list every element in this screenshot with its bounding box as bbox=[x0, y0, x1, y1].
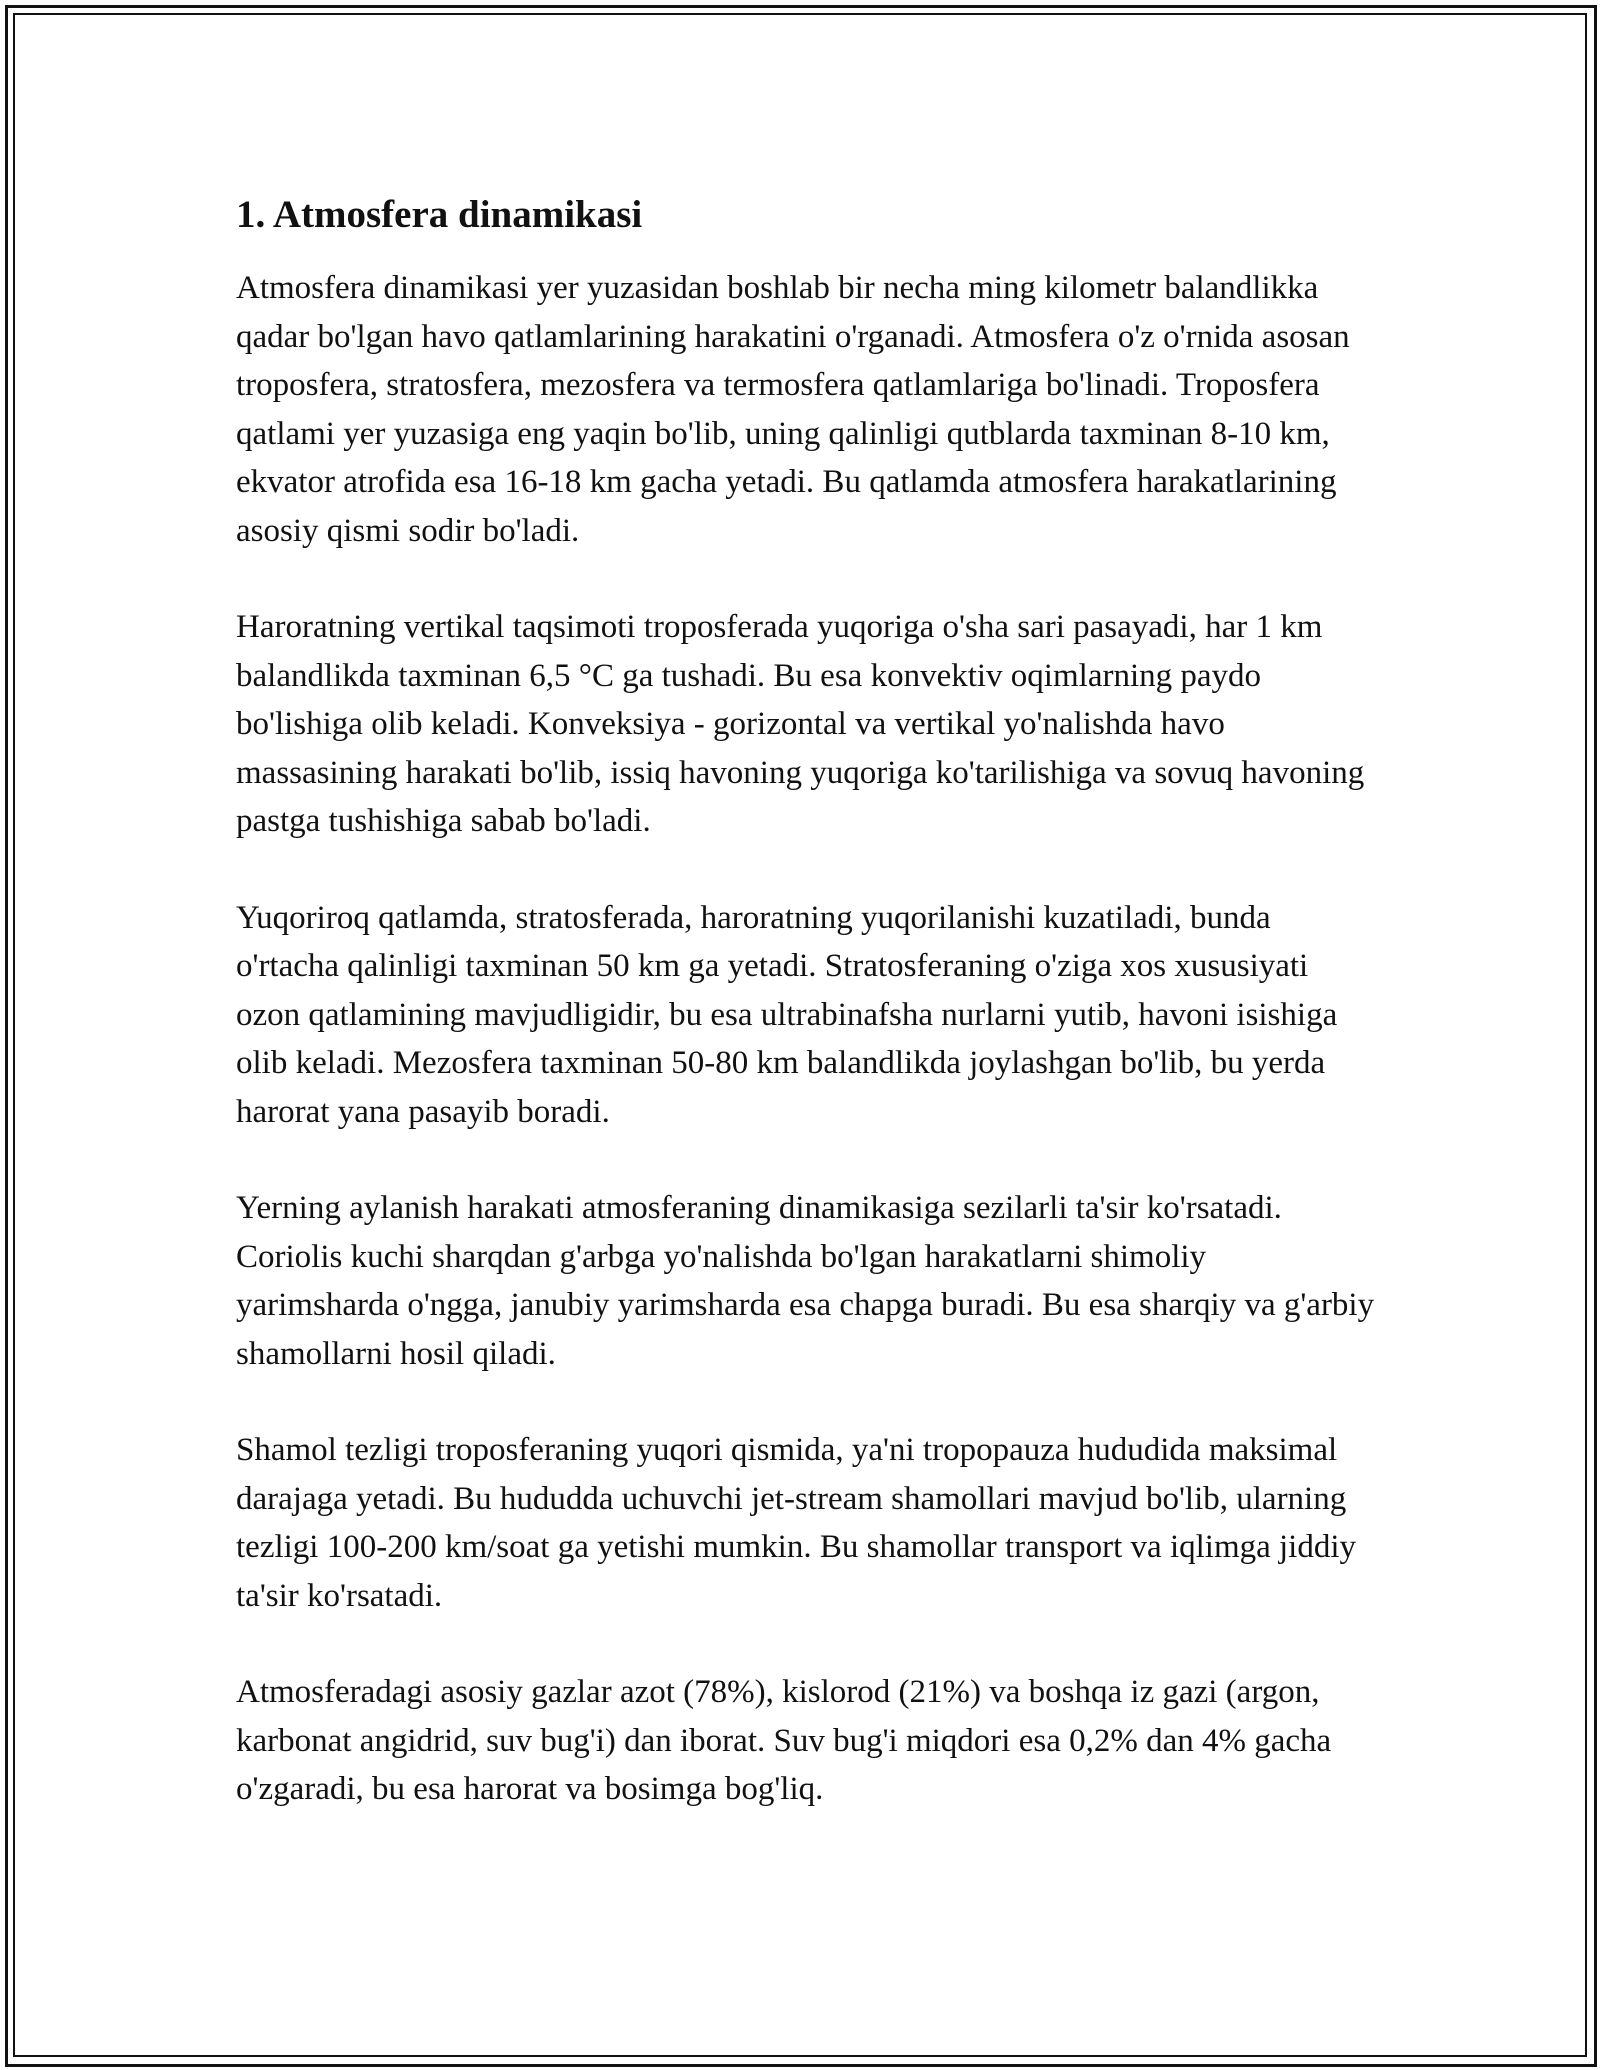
section-heading: 1. Atmosfera dinamikasi bbox=[236, 193, 643, 236]
paragraph-coriolis: Yerning aylanish harakati atmosferaning dinamikasiga sezilarli ta'sir ko'rsatadi. Coriolis kuchi sharqdan g'arbga yo'nalishda bo'lgan harakatlarni shimoliy yarimsharda o'ngga, janubiy yarimsharda esa chapga buradi. Bu esa sharqiy va g'arbiy shamollarni hosil qiladi. bbox=[236, 1190, 1375, 1372]
paragraph-atmosphere-layers: Atmosfera dinamikasi yer yuzasidan boshlab bir necha ming kilometr balandlikka qadar bo'lgan havo qatlamlarining harakatini o'rganadi. Atmosfera o'z o'rnida asosan troposfera, stratosfera, mezosfera va termosfera qatlamlariga bo'linadi. Troposfera qatlami yer yuzasiga eng yaqin bo'lib, uning qalinligi qutblarda taxminan 8-10 km, ekvator atrofida esa 16-18 km gacha yetadi. Bu qatlamda atmosfera harakatlarining asosiy qismi sodir bo'ladi. bbox=[236, 270, 1350, 549]
paragraph-stratosphere: Yuqoriroq qatlamda, stratosferada, haroratning yuqorilanishi kuzatiladi, bunda o'rtacha qalinligi taxminan 50 km ga yetadi. Stratosferaning o'ziga xos xususiyati ozon qatlamining mavjudligidir, bu esa ultrabinafsha nurlarni yutib, havoni isishiga olib keladi. Mezosfera taxminan 50-80 km balandlikda joylashgan bo'lib, bu yerda harorat yana pasayib boradi. bbox=[236, 899, 1338, 1130]
paragraph-jet-stream: Shamol tezligi troposferaning yuqori qismida, ya'ni tropopauza hududida maksimal darajaga yetadi. Bu hududda uchuvchi jet-stream shamollari mavjud bo'lib, ularning tezligi 100-200 km/soat ga yetishi mumkin. Bu shamollar transport va iqlimga jiddiy ta'sir ko'rsatadi. bbox=[236, 1432, 1357, 1614]
paragraph-gases: Atmosferadagi asosiy gazlar azot (78%), kislorod (21%) va boshqa iz gazi (argon, karbonat angidrid, suv bug'i) dan iborat. Suv bug'i miqdori esa 0,2% dan 4% gacha o'zgaradi, bu esa harorat va bosimga bog'liq. bbox=[236, 1674, 1332, 1807]
paragraph-temperature-convection: Haroratning vertikal taqsimoti troposferada yuqoriga o'sha sari pasayadi, har 1 km balandlikda taxminan 6,5 °C ga tushadi. Bu esa konvektiv oqimlarning paydo bo'lishiga olib keladi. Konveksiya - gorizontal va vertikal yo'nalishda havo massasining harakati bo'lib, issiq havoning yuqoriga ko'tarilishiga va sovuq havoning pastga tushishiga sabab bo'ladi. bbox=[236, 609, 1365, 839]
document-body bbox=[236, 188, 1376, 1862]
